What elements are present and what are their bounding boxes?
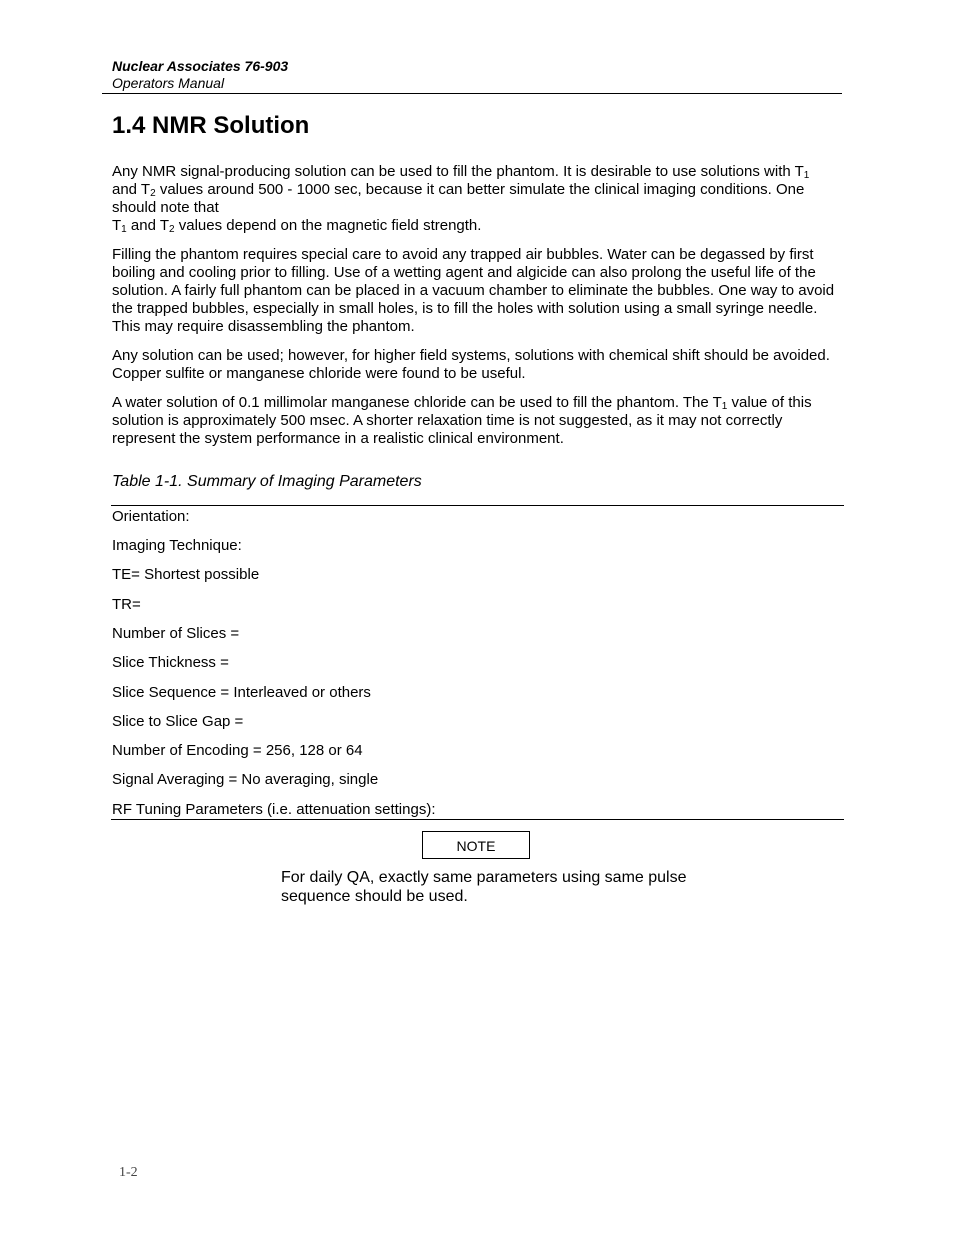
table-row: Number of Slices = xyxy=(112,625,240,642)
table-row: Imaging Technique: xyxy=(112,537,242,554)
note-label: NOTE xyxy=(422,831,530,859)
table-row: Slice Thickness = xyxy=(112,654,229,671)
page-header xyxy=(112,57,842,92)
table-row: RF Tuning Parameters (i.e. attenuation settings): xyxy=(112,801,436,818)
paragraph-manganese-chloride: A water solution of 0.1 millimolar manganese chloride can be used to fill the phantom. The $T_1$ value of this solution is approximately 500 msec. A shorter relaxation time is not suggested, as it may not correctly represent the system performance in a realistic clinical environment. xyxy=(112,394,812,447)
document-title: Nuclear Associates 76-903 xyxy=(112,58,289,74)
table-row: Slice to Slice Gap = xyxy=(112,713,244,730)
section-title: 1.4 NMR Solution xyxy=(112,112,310,139)
paragraph-solution-choice: Any solution can be used; however, for higher field systems, solutions with chemical shift should be avoided. Copper sulfite or manganese chloride were found to be useful. xyxy=(112,347,830,382)
page-number: 1-2 xyxy=(119,1165,138,1180)
table-row: TR= xyxy=(112,596,141,613)
table-row: Number of Encoding = 256, 128 or 64 xyxy=(112,742,363,759)
paragraph-filling: Filling the phantom requires special care to avoid any trapped air bubbles. Water can be degassed by first boiling and cooling prior to filling. Use of a wetting agent and algicide can also prolong the useful life of the solution. A fairly full phantom can be placed in a vacuum chamber to eliminate the bubbles. One way to avoid the trapped bubbles, especially in small holes, is to fill the holes with solution using a small syringe needle. This may require disassembling the phantom. xyxy=(112,246,835,335)
table-row: TE= Shortest possible xyxy=(112,566,260,583)
imaging-parameters-table xyxy=(111,505,844,820)
header-divider xyxy=(102,93,842,94)
table-caption: Table 1-1. Summary of Imaging Parameters xyxy=(112,473,422,490)
paragraph-solution-values: Any NMR signal-producing solution can be used to fill the phantom. It is desirable to use solutions with $T_1$ and $T_2$ values around 500 - 1000 sec, because it can better simulate the clinical imaging conditions. One should note that $T_1$ and $T_2$ values depend on the magnetic field strength. xyxy=(112,163,810,235)
document-subtitle: Operators Manual xyxy=(112,75,225,91)
table-row: Orientation: xyxy=(112,508,190,525)
body-text xyxy=(112,163,846,459)
table-row: Slice Sequence = Interleaved or others xyxy=(112,684,371,701)
table-row: Signal Averaging = No averaging, single xyxy=(112,771,379,788)
note-text: For daily QA, exactly same parameters using same pulse sequence should be used. xyxy=(281,869,687,905)
